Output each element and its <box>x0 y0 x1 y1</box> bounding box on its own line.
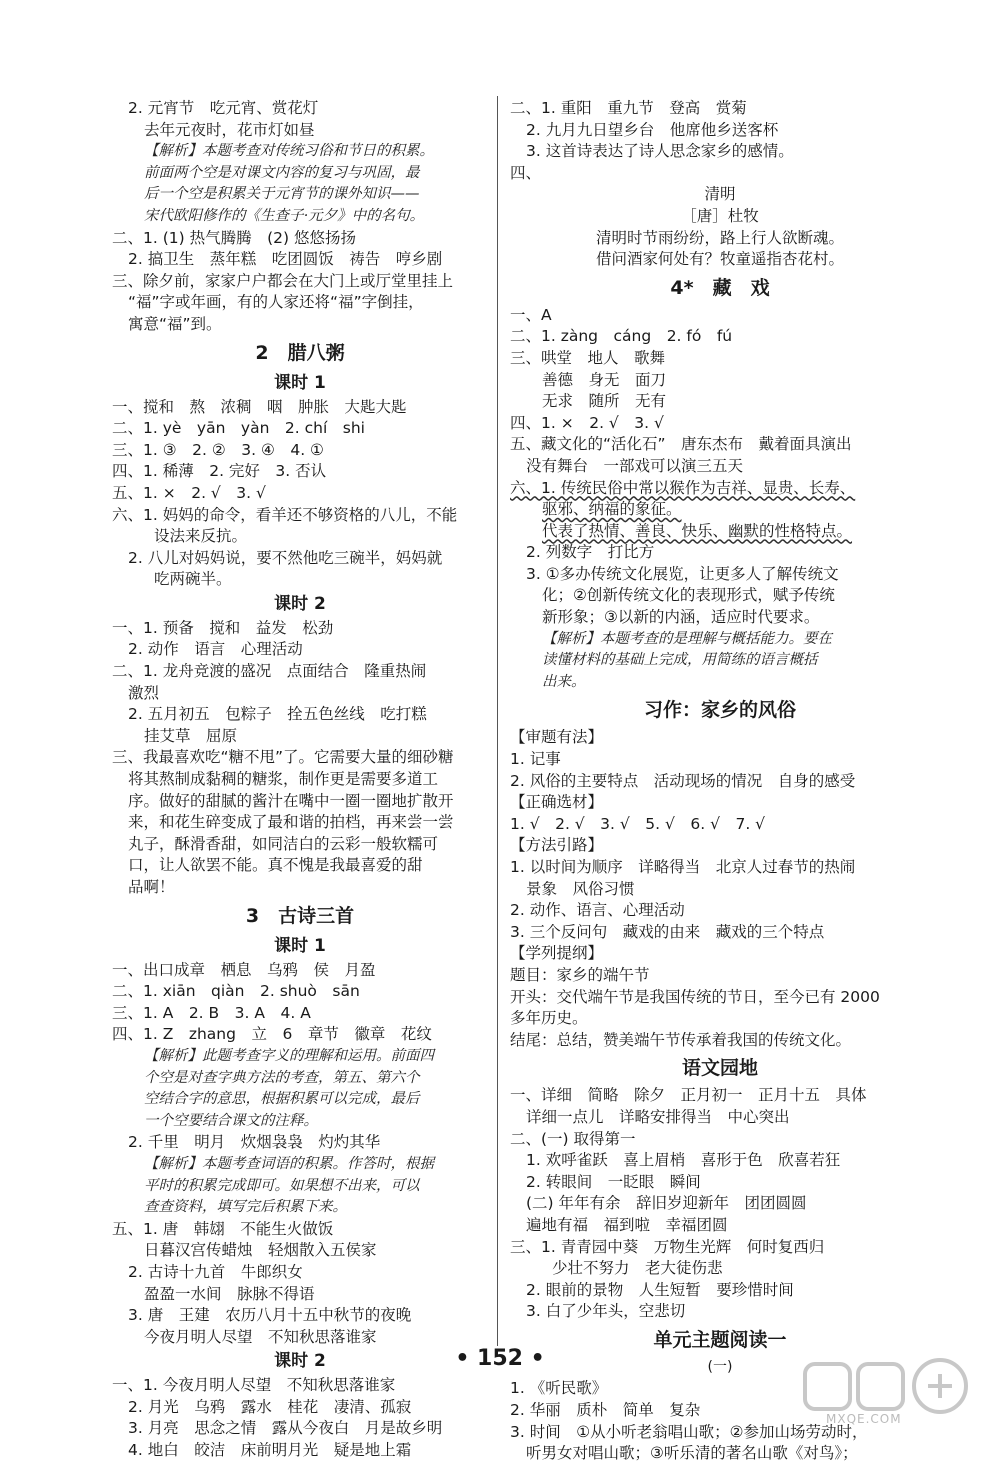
answer-line: 一、搅和 熬 浓稠 咽 肿胀 大匙大匙 <box>112 397 407 416</box>
answer-line: 四、1. × 2. √ 3. √ <box>510 413 664 432</box>
answer-line: 二、1. (1) 热气腾腾 (2) 悠悠扬扬 <box>112 228 356 247</box>
answer-line: 三、我最喜欢吃“糖不甩”了。它需要大量的细砂糖 <box>112 748 454 767</box>
answer-line: ［唐］杜牧 <box>681 206 759 225</box>
analysis-line: 一个空要结合课文的注释。 <box>144 1112 318 1129</box>
answer-line <box>510 499 930 521</box>
analysis-line: 宋代欧阳修作的《生查子·元夕》中的名句。 <box>144 207 425 224</box>
answer-line: 1. 欢呼雀跃 喜上眉梢 喜形于色 欣喜若狂 <box>526 1151 841 1170</box>
answer-line: 清明 <box>704 185 736 204</box>
answer-line: 二、(一) 取得第一 <box>510 1129 636 1148</box>
answer-line: 2. 风俗的主要特点 活动现场的情况 自身的感受 <box>510 771 856 790</box>
answer-line: 2. 列数字 打比方 <box>526 543 655 562</box>
answer-line: 2. 华丽 质朴 简单 复杂 <box>510 1401 701 1420</box>
answer-line: 三、1. 青青园中葵 万物生光辉 何时复西归 <box>510 1237 825 1256</box>
section-heading: 4* 藏 戏 <box>670 276 770 299</box>
section-heading: 3 古诗三首 <box>245 904 355 927</box>
answer-line: 四、 <box>510 163 542 182</box>
answer-line: 1. 《听民歌》 <box>510 1379 608 1398</box>
answer-line: 听男女对唱山歌；③听乐清的著名山歌《对鸟》； <box>526 1444 858 1463</box>
answer-line: 二、1. 重阳 重九节 登高 赏菊 <box>510 99 747 117</box>
answer-line: 一、详细 简略 除夕 正月初一 正月十五 具体 <box>510 1086 867 1105</box>
answer-line: 二、1. zàng cáng 2. fó fú <box>510 327 733 346</box>
analysis-line: 出来。 <box>542 673 586 690</box>
answer-line: 三、1. ③ 2. ② 3. ④ 4. ① <box>112 440 324 459</box>
answer-line: 品啊！ <box>128 878 175 896</box>
answer-line: 五、藏文化的“活化石” 唐东杰布 戴着面具演出 <box>510 435 852 454</box>
answer-line: 二、1. 龙舟竞渡的盛况 点面结合 隆重热闹 <box>112 662 427 681</box>
lesson-heading: 课时 2 <box>274 593 326 614</box>
answer-line: 吃两碗半。 <box>154 570 232 589</box>
answer-line: 2. 动作、语言、心理活动 <box>510 901 685 920</box>
analysis-line: 平时的积累完成即可。如果想不出来，可以 <box>144 1177 420 1194</box>
answer-line: 3. 时间 ①从小听老翁唱山歌；②参加山场劳动时， <box>510 1422 868 1441</box>
column-divider <box>497 96 498 1346</box>
answer-line: 无求 随所 无有 <box>542 392 667 411</box>
answer-line: 一、1. 今夜月明人尽望 不知秋思落谁家 <box>112 1376 396 1395</box>
answer-line: 2. 搞卫生 蒸年糕 吃团圆饭 祷告 哼乡剧 <box>128 250 443 269</box>
section-heading: 习作：家乡的风俗 <box>643 699 796 722</box>
answer-line: “福”字或年画，有的人家还将“福”字倒挂， <box>128 293 424 312</box>
answer-line: (一) <box>707 1358 733 1375</box>
answer-line: 3. 这首诗表达了诗人思念家乡的感情。 <box>526 142 794 161</box>
answer-line: 清明时节雨纷纷，路上行人欲断魂。 <box>595 228 844 247</box>
answer-line: 设法来反抗。 <box>154 527 248 546</box>
answer-line: 2. 月光 乌鸦 露水 桂花 凄清、孤寂 <box>128 1397 412 1416</box>
answer-line: 结尾：总结，赞美端午节传承着我国的传统文化。 <box>510 1030 852 1049</box>
answer-line: 详细一点儿 详略安排得当 中心突出 <box>526 1107 790 1126</box>
answer-line: 3. 月亮 思念之情 露从今夜白 月是故乡明 <box>128 1419 443 1438</box>
answer-line: 多年历史。 <box>510 1009 588 1028</box>
answer-line: 【方法引路】 <box>510 836 604 855</box>
answer-line: 四、1. Z zhang 立 6 章节 徽章 花纹 <box>112 1025 432 1044</box>
answer-line: 【正确选材】 <box>510 793 604 812</box>
answer-line <box>510 521 930 543</box>
answer-line: 2. 八儿对妈妈说，要不然他吃三碗半，妈妈就 <box>128 548 443 567</box>
answer-line: 去年元夜时，花市灯如昼 <box>144 120 315 139</box>
answer-line: 一、出口成章 栖息 乌鸦 侯 月盈 <box>112 960 376 979</box>
answer-line: 丸子，酥滑香甜，如同洁白的云彩一般软糯可 <box>128 834 439 853</box>
answer-line: 2. 古诗十九首 牛郎织女 <box>128 1262 303 1281</box>
answer-line: 盈盈一水间 脉脉不得语 <box>144 1284 315 1303</box>
answer-line: 一、A <box>510 305 552 324</box>
answer-line: 化；②创新传统文化的表现形式，赋予传统 <box>542 586 835 605</box>
analysis-line: 【解析】本题考查词语的积累。作答时，根据 <box>144 1155 434 1172</box>
answer-line: 3. ①多办传统文化展览，让更多人了解传统文 <box>526 564 839 583</box>
answer-line: 口，让人欲罢不能。真不愧是我最喜爱的甜 <box>128 856 423 875</box>
answer-line: 善德 身无 面刀 <box>542 370 667 389</box>
answer-line: 五、1. × 2. √ 3. √ <box>112 483 266 502</box>
answer-line: 1. 记事 <box>510 750 561 769</box>
answer-line: 三、除夕前，家家户户都会在大门上或厅堂里挂上 <box>112 271 454 290</box>
answer-line <box>510 478 930 500</box>
analysis-line: 查查资料，填写完后积累下来。 <box>144 1199 347 1216</box>
left-column <box>112 98 488 1462</box>
answer-line: 二、1. yè yān yàn 2. chí shi <box>112 419 365 438</box>
answer-line: 今夜月明人尽望 不知秋思落谁家 <box>144 1327 377 1346</box>
answer-line: 2. 九月九日望乡台 他席他乡送客杯 <box>526 120 779 139</box>
answer-line: 六、1. 妈妈的命令，看羊还不够资格的八儿，不能 <box>112 505 458 524</box>
answer-line: 借问酒家何处有？牧童遥指杏花村。 <box>595 250 844 269</box>
answer-line: 1. √ 2. √ 3. √ 5. √ 6. √ 7. √ <box>510 814 766 833</box>
answer-line: 序。做好的甜腻的酱汁在嘴中一圈一圈地扩散开 <box>128 791 454 810</box>
answer-line: 2. 转眼间 一眨眼 瞬间 <box>526 1172 701 1191</box>
answer-line: 二、1. xiān qiàn 2. shuò sān <box>112 982 360 1001</box>
lesson-heading: 课时 1 <box>274 372 326 393</box>
answer-line: 3. 唐 王建 农历八月十五中秋节的夜晚 <box>128 1306 412 1325</box>
answer-line: 一、1. 预备 搅和 益发 松劲 <box>112 618 334 637</box>
underlined-answer-line: 六、1. 传统民俗中常以猴作为吉祥、显贵、长寿、 <box>510 478 856 497</box>
answer-line: 【审题有法】 <box>510 728 604 747</box>
answer-line: (二) 年年有余 辞旧岁迎新年 团团圆圆 <box>526 1194 807 1213</box>
underlined-answer-line: 驱邪、纳福的象征。 <box>542 500 682 519</box>
answer-line: 2. 千里 明月 炊烟袅袅 灼灼其华 <box>128 1133 381 1152</box>
analysis-line: 前面两个空是对课文内容的复习与巩固，最 <box>144 164 420 181</box>
section-heading: 语文园地 <box>681 1057 758 1080</box>
answer-line: 寓意“福”到。 <box>128 314 222 333</box>
answer-line: 来，和花生碎变成了最和谐的拍档，再来尝一尝 <box>128 813 454 832</box>
answer-line: 2. 动作 语言 心理活动 <box>128 640 303 659</box>
page-number: • 152 • <box>455 1346 545 1371</box>
answer-line: 激烈 <box>128 683 160 702</box>
answer-line: 4. 地白 皎洁 床前明月光 疑是地上霜 <box>128 1441 412 1460</box>
answer-line: 题目：家乡的端午节 <box>510 965 650 984</box>
answer-line: 四、1. 稀薄 2. 完好 3. 否认 <box>112 462 327 481</box>
answer-line: 【学列提纲】 <box>510 944 604 963</box>
analysis-line: 【解析】本题考查对传统习俗和节日的积累。 <box>144 143 434 160</box>
lesson-heading: 课时 1 <box>274 935 326 956</box>
answer-line: 1. 以时间为顺序 详略得当 北京人过春节的热闹 <box>510 858 856 876</box>
watermark-text: MXQE.COM <box>826 1412 902 1426</box>
analysis-line: 后一个空是积累关于元宵节的课外知识—— <box>144 186 420 203</box>
section-heading: 2 腊八粥 <box>255 341 345 364</box>
answer-line: 3. 白了少年头，空悲切 <box>526 1302 686 1321</box>
analysis-line: 【解析】本题考查的是理解与概括能力。要在 <box>542 630 832 647</box>
answer-line: 新形象；③以新的内涵，适应时代要求。 <box>542 608 820 627</box>
answer-line: 三、哄堂 地人 歌舞 <box>510 348 666 367</box>
answer-line: 将其熬制成黏稠的糖浆，制作更是需要多道工 <box>128 770 439 789</box>
answer-line: 没有舞台 一部戏可以演三五天 <box>526 456 744 475</box>
answer-line: 2. 元宵节 吃元宵、赏花灯 <box>128 99 319 117</box>
analysis-line: 个空是对查字典方法的考查，第五、第六个 <box>144 1069 420 1086</box>
answer-line: 2. 眼前的景物 人生短暂 要珍惜时间 <box>526 1280 794 1299</box>
analysis-line: 空结合字的意思，根据积累可以完成，最后 <box>144 1091 420 1108</box>
underlined-answer-line: 代表了热情、善良、快乐、幽默的性格特点。 <box>542 521 853 540</box>
answer-line: 少壮不努力 老大徒伤悲 <box>552 1259 723 1278</box>
answer-line: 景象 风俗习惯 <box>526 879 635 898</box>
answer-line: 挂艾草 屈原 <box>144 726 238 745</box>
answer-line: 五、1. 唐 韩翃 不能生火做饭 <box>112 1219 334 1238</box>
answer-line: 遍地有福 福到啦 幸福团圆 <box>526 1215 728 1234</box>
answer-line: 开头：交代端午节是我国传统的节日，至今已有 2000 <box>510 987 880 1006</box>
answer-line: 2. 五月初五 包粽子 拴五色丝线 吃打糕 <box>128 705 427 724</box>
lesson-heading: 课时 2 <box>274 1351 326 1372</box>
section-heading: 单元主题阅读一 <box>653 1328 787 1351</box>
analysis-line: 读懂材料的基础上完成，用简练的语言概括 <box>542 652 818 669</box>
answer-line: 3. 三个反问句 藏戏的由来 藏戏的三个特点 <box>510 922 825 941</box>
analysis-line: 【解析】此题考查字义的理解和运用。前面四 <box>144 1047 434 1064</box>
answer-line: 三、1. A 2. B 3. A 4. A <box>112 1003 311 1022</box>
right-column <box>510 98 930 1465</box>
answer-line: 日暮汉宫传蜡烛 轻烟散入五侯家 <box>144 1241 377 1260</box>
